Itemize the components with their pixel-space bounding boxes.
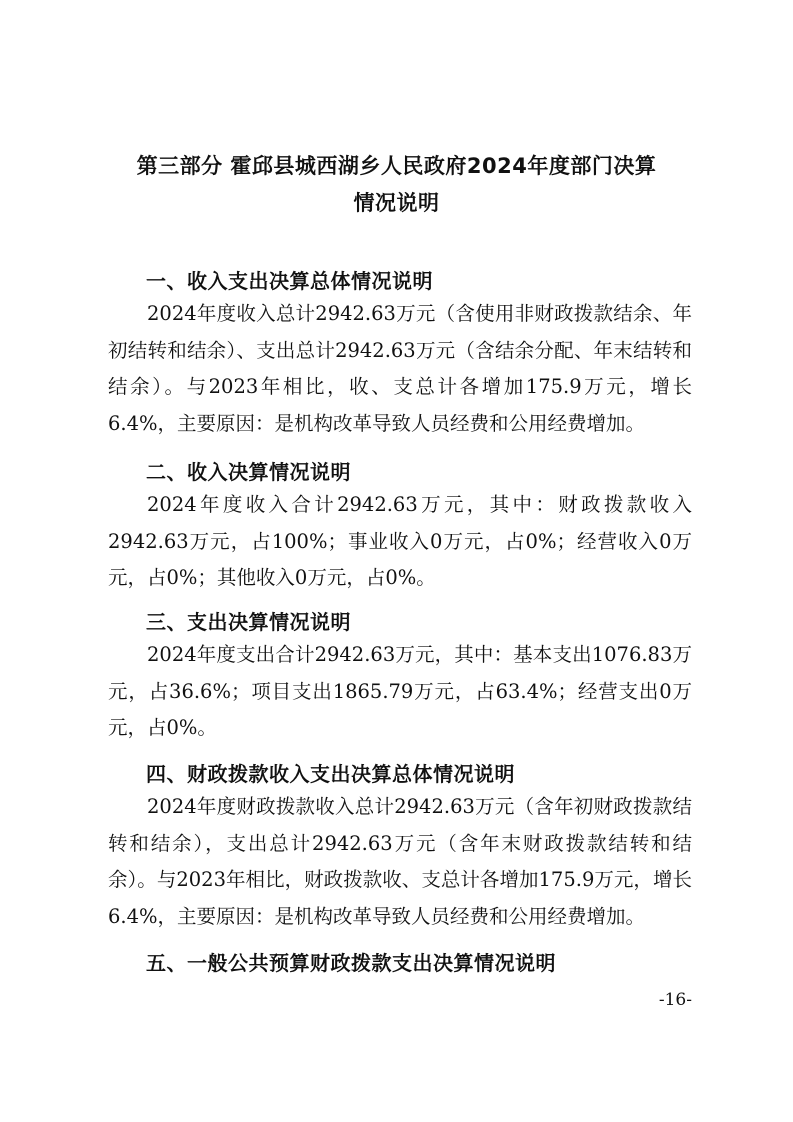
section-body-3: 2024年度支出合计2942.63万元，其中：基本支出1076.83万元，占36.6%；项目支出1865.79万元，占63.4%；经营支出0万元，占0%。 — [108, 643, 692, 739]
page-title: 第三部分 霍邱县城西湖乡人民政府2024年度部门决算 — [136, 154, 657, 178]
section-heading-1: 一、收入支出决算总体情况说明 — [146, 269, 433, 293]
page-title-line2: 情况说明 — [353, 191, 440, 215]
page-number: -16- — [658, 990, 692, 1010]
section-heading-2: 二、收入决算情况说明 — [146, 460, 351, 484]
section-body-1: 2024年度收入总计2942.63万元（含使用非财政拨款结余、年初结转和结余）、支出总计2942.63万元（含结余分配、年末结转和结余）。与2023年相比，收、支总计各增加175.9万元，增长6.4%，主要原因：是机构改革导致人员经费和公用经费增加。 — [108, 302, 692, 435]
section-body-2: 2024年度收入合计2942.63万元，其中：财政拨款收入2942.63万元，占100%；事业收入0万元，占0%；经营收入0万元，占0%；其他收入0万元，占0%。 — [108, 493, 692, 589]
section-heading-4: 四、财政拨款收入支出决算总体情况说明 — [146, 762, 515, 786]
section-heading-5: 五、一般公共预算财政拨款支出决算情况说明 — [146, 951, 556, 975]
section-heading-3: 三、支出决算情况说明 — [146, 610, 351, 634]
section-body-4: 2024年度财政拨款收入总计2942.63万元（含年初财政拨款结转和结余），支出总计2942.63万元（含年末财政拨款结转和结余）。与2023年相比，财政拨款收、支总计各增加175.9万元，增长6.4%，主要原因：是机构改革导致人员经费和公用经费增加。 — [108, 795, 692, 928]
